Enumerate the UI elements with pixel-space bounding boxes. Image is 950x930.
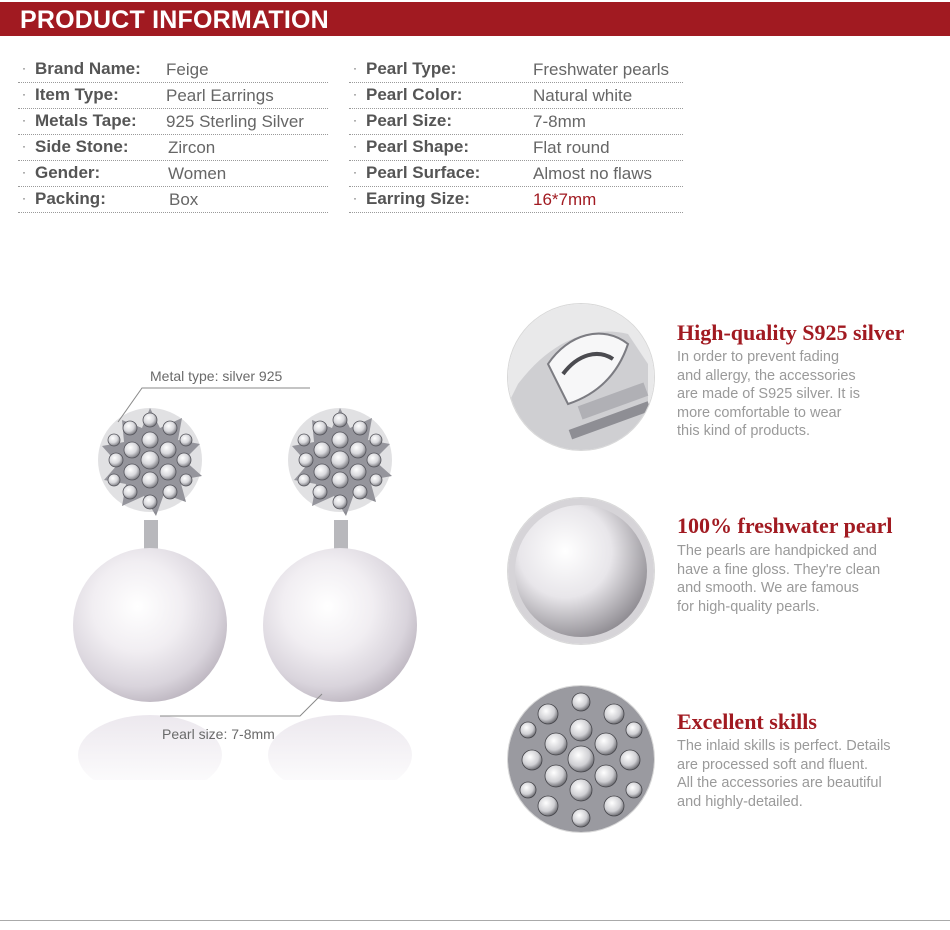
bullet: · bbox=[22, 165, 26, 179]
callout-line-metal bbox=[118, 388, 310, 422]
page-title: PRODUCT INFORMATION bbox=[20, 6, 329, 34]
bullet: · bbox=[22, 87, 26, 101]
spec-label: Pearl Color: bbox=[366, 85, 463, 104]
spec-label: Packing: bbox=[35, 189, 106, 208]
spec-value: 925 Sterling Silver bbox=[166, 112, 304, 131]
feature-image-pearl bbox=[508, 498, 654, 644]
spec-label: Brand Name: bbox=[35, 59, 141, 78]
bullet: · bbox=[353, 61, 357, 75]
spec-value: Box bbox=[169, 190, 199, 209]
spec-label: Pearl Shape: bbox=[366, 137, 469, 156]
spec-value: Flat round bbox=[533, 138, 610, 157]
feature-desc-silver: In order to prevent fading and allergy, the accessories are made of S925 silver. It is more comfortable to wear this kind of products. bbox=[677, 349, 860, 439]
spec-value: Freshwater pearls bbox=[533, 60, 670, 79]
bullet: · bbox=[353, 113, 357, 127]
footer-divider bbox=[0, 920, 950, 921]
bullet: · bbox=[353, 87, 357, 101]
bullet: · bbox=[22, 191, 26, 205]
bullet: · bbox=[22, 113, 26, 127]
bullet: · bbox=[353, 139, 357, 153]
callout-line-pearl bbox=[160, 694, 322, 716]
feature-title-pearl: 100% freshwater pearl bbox=[677, 513, 893, 538]
spec-value: Almost no flaws bbox=[533, 164, 653, 183]
bullet: · bbox=[353, 191, 357, 205]
spec-label: Item Type: bbox=[35, 85, 119, 104]
spec-label: Side Stone: bbox=[35, 137, 129, 156]
feature-title-silver: High-quality S925 silver bbox=[677, 320, 905, 345]
spec-label: Pearl Size: bbox=[366, 111, 452, 130]
callout-metal-type: Metal type: silver 925 bbox=[150, 368, 283, 384]
callout-pearl-size: Pearl size: 7-8mm bbox=[162, 726, 275, 742]
spec-value: Zircon bbox=[168, 138, 216, 157]
feature-desc-skills: The inlaid skills is perfect. Details are processed soft and fluent. All the accessories are beautiful and highly-detailed. bbox=[677, 738, 891, 810]
spec-label: Metals Tape: bbox=[35, 111, 137, 130]
spec-value: Women bbox=[168, 164, 227, 183]
spec-label: Gender: bbox=[35, 163, 101, 182]
bullet: · bbox=[22, 61, 26, 75]
feature-image-silver bbox=[508, 304, 654, 450]
spec-value: Feige bbox=[166, 60, 209, 79]
spec-label: Pearl Surface: bbox=[366, 163, 481, 182]
bullet: · bbox=[353, 165, 357, 179]
spec-value: 7-8mm bbox=[533, 112, 586, 131]
feature-image-zircon bbox=[508, 686, 654, 832]
spec-value: 16*7mm bbox=[533, 190, 597, 209]
spec-value: Natural white bbox=[533, 86, 633, 105]
feature-title-skills: Excellent skills bbox=[677, 709, 817, 734]
spec-label: Earring Size: bbox=[366, 189, 470, 208]
feature-desc-pearl: The pearls are handpicked and have a fine gloss. They're clean and smooth. We are famous for high-quality pearls. bbox=[677, 543, 881, 615]
spec-value: Pearl Earrings bbox=[166, 86, 274, 105]
spec-label: Pearl Type: bbox=[366, 59, 457, 78]
bullet: · bbox=[22, 139, 26, 153]
